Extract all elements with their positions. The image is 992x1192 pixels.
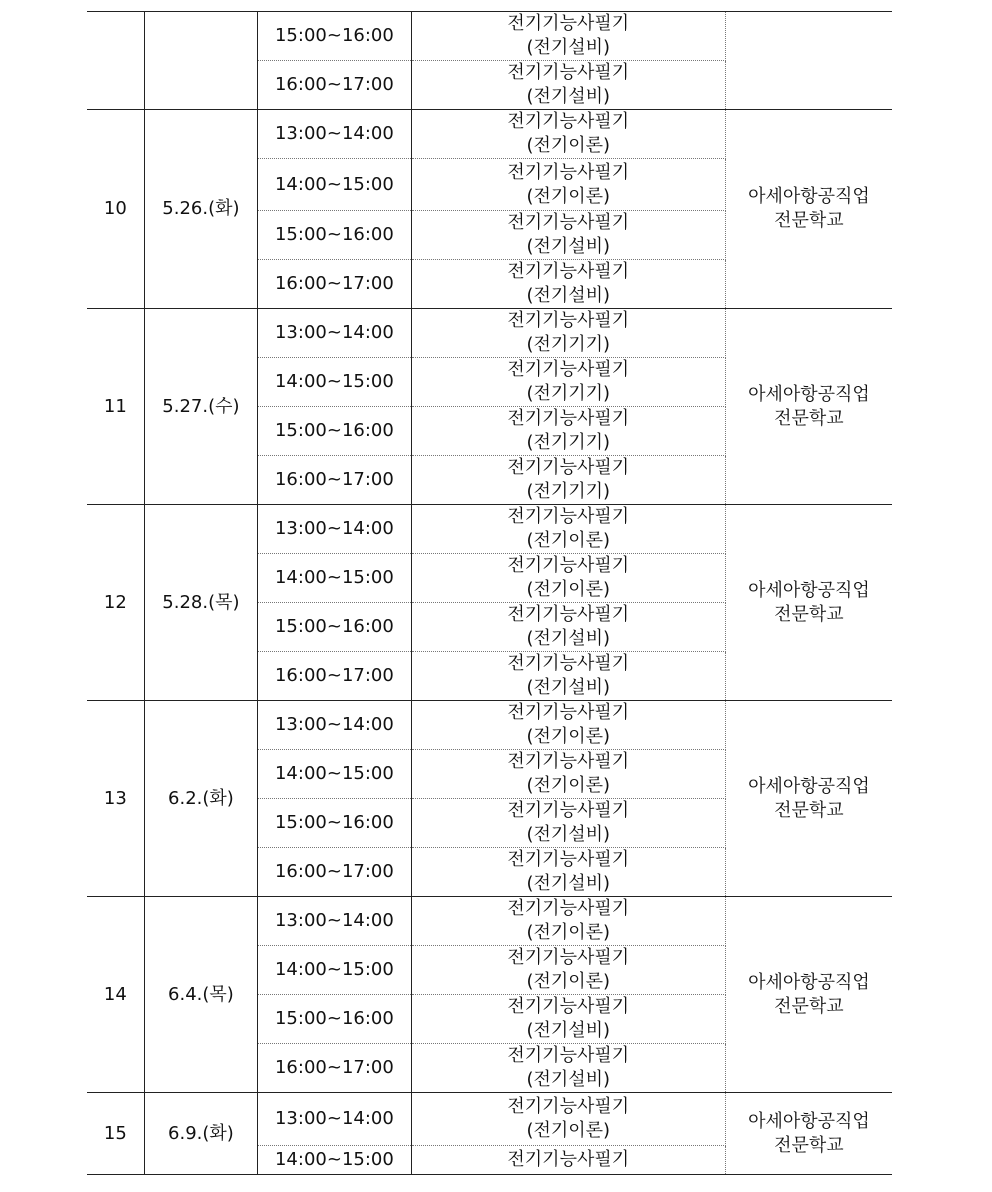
session-number: 14 [87, 897, 144, 1093]
session-date: 6.2.(화) [144, 701, 257, 897]
subject-title: 전기기능사필기 [507, 310, 630, 331]
venue-cell [725, 897, 892, 1093]
subject-cell [411, 110, 725, 159]
venue-line: 아세아항공직업 [748, 579, 870, 601]
subject-title: 전기기능사필기 [507, 359, 630, 380]
venue-line: 전문학교 [774, 603, 844, 625]
venue-line: 아세아항공직업 [748, 775, 870, 797]
venue-cell [725, 12, 892, 110]
subject-topic: (전기이론) [526, 185, 611, 207]
session-date: 6.4.(목) [144, 897, 257, 1093]
venue-cell [725, 1093, 892, 1175]
venue-line: 아세아항공직업 [748, 1110, 870, 1132]
subject-title: 전기기능사필기 [507, 751, 630, 772]
subject-cell [411, 603, 725, 652]
session-number: 15 [87, 1093, 144, 1175]
subject-cell [411, 309, 725, 358]
subject-title: 전기기능사필기 [507, 555, 630, 576]
subject-title: 전기기능사필기 [507, 996, 630, 1017]
subject-cell [411, 750, 725, 799]
session-date: 5.27.(수) [144, 309, 257, 505]
subject-topic: (전기기기) [526, 334, 611, 355]
time-slot: 16:00~17:00 [258, 848, 412, 897]
time-slot: 14:00~15:00 [258, 358, 412, 407]
session-date [144, 12, 257, 110]
subject-topic: (전기설비) [526, 873, 611, 894]
time-slot: 15:00~16:00 [258, 995, 412, 1044]
time-slot: 15:00~16:00 [258, 799, 412, 848]
subject-title: 전기기능사필기 [507, 506, 630, 527]
subject-cell [411, 1093, 725, 1146]
session-number [87, 12, 144, 110]
subject-topic: (전기이론) [526, 530, 611, 551]
time-slot: 14:00~15:00 [258, 750, 412, 799]
session-date: 5.26.(화) [144, 110, 257, 309]
subject-cell [411, 211, 725, 260]
time-slot: 14:00~15:00 [258, 159, 412, 211]
time-slot: 13:00~14:00 [258, 110, 412, 159]
time-slot: 15:00~16:00 [258, 603, 412, 652]
subject-title: 전기기능사필기 [507, 653, 630, 674]
subject-topic: (전기기기) [526, 481, 611, 502]
time-slot: 16:00~17:00 [258, 1044, 412, 1093]
subject-title: 전기기능사필기 [507, 898, 630, 919]
venue-line: 아세아항공직업 [748, 186, 870, 207]
subject-topic: (전기설비) [526, 677, 611, 698]
session-date: 6.9.(화) [144, 1093, 257, 1175]
time-slot: 13:00~14:00 [258, 505, 412, 554]
subject-topic: (전기설비) [526, 86, 611, 107]
subject-cell [411, 505, 725, 554]
session-number: 12 [87, 505, 144, 701]
subject-title: 전기기능사필기 [507, 800, 630, 821]
subject-cell [411, 358, 725, 407]
subject-title: 전기기능사필기 [507, 457, 630, 478]
venue-line: 전문학교 [774, 799, 844, 821]
subject-title: 전기기능사필기 [507, 408, 630, 429]
subject-title: 전기기능사필기 [507, 1096, 630, 1117]
schedule-table [87, 11, 892, 1175]
session-number: 11 [87, 309, 144, 505]
time-slot: 14:00~15:00 [258, 946, 412, 995]
subject-cell [411, 407, 725, 456]
subject-topic: (전기이론) [526, 775, 611, 796]
subject-cell [411, 1146, 725, 1175]
time-slot: 16:00~17:00 [258, 260, 412, 309]
table-row [87, 1093, 892, 1146]
venue-line: 아세아항공직업 [748, 971, 870, 993]
venue-line: 전문학교 [774, 995, 844, 1017]
subject-topic: (전기이론) [526, 971, 611, 992]
venue-line: 전문학교 [774, 210, 844, 231]
table-row [87, 897, 892, 946]
venue-cell [725, 505, 892, 701]
venue-cell [725, 701, 892, 897]
subject-topic: (전기기기) [526, 432, 611, 453]
subject-cell [411, 1044, 725, 1093]
subject-title: 전기기능사필기 [507, 1149, 630, 1170]
subject-cell [411, 554, 725, 603]
schedule-body [87, 12, 892, 1175]
venue-line: 전문학교 [774, 407, 844, 429]
subject-topic: (전기설비) [526, 37, 611, 58]
time-slot: 14:00~15:00 [258, 554, 412, 603]
subject-title: 전기기능사필기 [507, 849, 630, 870]
session-number: 13 [87, 701, 144, 897]
subject-cell [411, 995, 725, 1044]
subject-title: 전기기능사필기 [507, 1045, 630, 1066]
subject-cell [411, 897, 725, 946]
time-slot: 15:00~16:00 [258, 12, 412, 61]
subject-cell [411, 260, 725, 309]
subject-cell [411, 701, 725, 750]
subject-cell [411, 848, 725, 897]
subject-title: 전기기능사필기 [507, 13, 630, 34]
subject-cell [411, 799, 725, 848]
venue-line: 전문학교 [774, 1134, 844, 1156]
subject-topic: (전기이론) [526, 579, 611, 600]
subject-title: 전기기능사필기 [507, 604, 630, 625]
time-slot: 15:00~16:00 [258, 407, 412, 456]
table-row [87, 505, 892, 554]
table-row [87, 12, 892, 61]
subject-topic: (전기설비) [526, 1069, 611, 1090]
subject-title: 전기기능사필기 [507, 161, 630, 183]
subject-title: 전기기능사필기 [507, 212, 630, 233]
time-slot: 14:00~15:00 [258, 1146, 412, 1175]
subject-title: 전기기능사필기 [507, 261, 630, 282]
subject-topic: (전기이론) [526, 726, 611, 747]
subject-cell [411, 61, 725, 110]
venue-cell [725, 309, 892, 505]
time-slot: 13:00~14:00 [258, 897, 412, 946]
subject-topic: (전기설비) [526, 285, 611, 306]
subject-title: 전기기능사필기 [507, 702, 630, 723]
session-number: 10 [87, 110, 144, 309]
subject-topic: (전기설비) [526, 1020, 611, 1041]
time-slot: 16:00~17:00 [258, 61, 412, 110]
table-row [87, 110, 892, 159]
subject-topic: (전기이론) [526, 922, 611, 943]
subject-cell [411, 946, 725, 995]
subject-topic: (전기이론) [526, 135, 611, 156]
venue-cell [725, 110, 892, 309]
session-date: 5.28.(목) [144, 505, 257, 701]
subject-title: 전기기능사필기 [507, 111, 630, 132]
table-row [87, 309, 892, 358]
subject-topic: (전기설비) [526, 236, 611, 257]
subject-cell [411, 456, 725, 505]
time-slot: 15:00~16:00 [258, 211, 412, 260]
subject-topic: (전기이론) [526, 1120, 611, 1141]
subject-title: 전기기능사필기 [507, 62, 630, 83]
time-slot: 16:00~17:00 [258, 456, 412, 505]
subject-cell [411, 12, 725, 61]
subject-cell [411, 652, 725, 701]
subject-topic: (전기설비) [526, 628, 611, 649]
subject-topic: (전기기기) [526, 383, 611, 404]
subject-cell [411, 159, 725, 211]
venue-line: 아세아항공직업 [748, 383, 870, 405]
subject-topic: (전기설비) [526, 824, 611, 845]
time-slot: 13:00~14:00 [258, 701, 412, 750]
time-slot: 13:00~14:00 [258, 1093, 412, 1146]
time-slot: 13:00~14:00 [258, 309, 412, 358]
subject-title: 전기기능사필기 [507, 947, 630, 968]
table-row [87, 701, 892, 750]
time-slot: 16:00~17:00 [258, 652, 412, 701]
